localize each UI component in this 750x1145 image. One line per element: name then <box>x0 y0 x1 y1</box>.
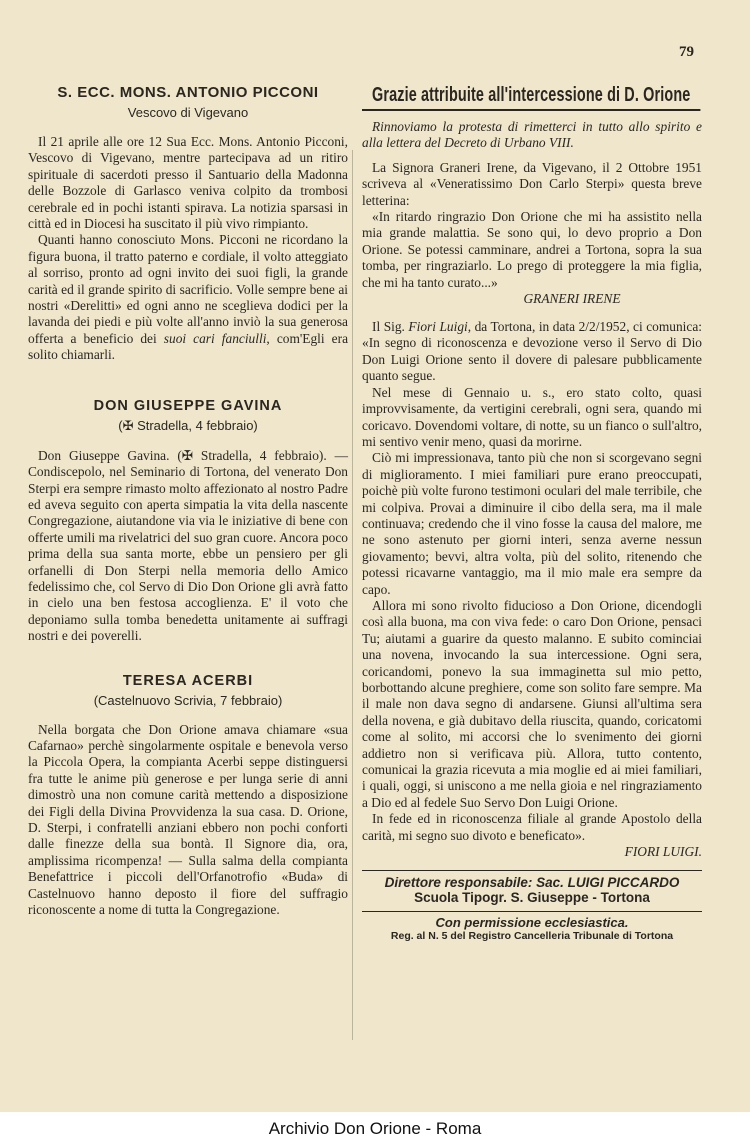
paragraph: Il Sig. Fiori Luigi, da Tortona, in data 2/2/1952, ci comunica: «In segno di riconoscenza e devozione verso il Servo di Dio Don Luigi Orione sento il dovere di palesare pubblicamente quanto segue. <box>362 319 703 384</box>
colophon <box>362 870 702 942</box>
graces-title: Grazie attribuite all'intercessione di D. Orione <box>362 84 700 111</box>
paragraph: In fede ed in riconoscenza filiale al grande Apostolo della carità, mi segno suo divoto e beneficato». <box>362 811 702 843</box>
obituary-title: DON GIUSEPPE GAVINA <box>93 397 283 414</box>
colophon-registry: Reg. al N. 5 del Registro Cancelleria Tribunale di Tortona <box>390 930 674 943</box>
obituary-subtitle: Vescovo di Vigevano <box>127 105 249 120</box>
archive-caption: Archivio Don Orione - Roma <box>0 1112 750 1145</box>
colophon-press: Scuola Tipogr. S. Giuseppe - Tortona <box>414 890 650 906</box>
obituary-gavina <box>28 398 348 645</box>
paragraph: Don Giuseppe Gavina. (✠ Stradella, 4 febbraio). — Condiscepolo, nel Seminario di Tortona, del venerato Don Sterpi era sempre rimasto molto affezionato al nostro Padre ed aveva seguito con aperta simpatia la vita della nascente Congregazione, aiutandone via via le iniziative di bene con offerte umili ma rivelatrici del suo gran cuore. Ancora poco prima della sua santa morte, ebbe un pensiero per gli orfanelli di Don Sterpi nella memoria dello Amico fedelissimo che, col Servo di Dio Don Orione gli avrà fatto in cielo una ben festosa accoglienza. E' il voto che deponiamo sulla tomba benedetta unitamente ai suffragi nostri e dei poverelli. <box>28 447 348 644</box>
paragraph: Nella borgata che Don Orione amava chiamare «sua Cafarnao» perchè singolarmente ospitale e benevola verso la Piccola Opera, la compianta Acerbi seppe distinguersi fra tutte le anime più generose e per lunga serie di anni dimostrò una non comune carità mettendo a disposizione dei Figli della Divina Provvidenza la sua casa. D. Orione, D. Sterpi, i confratelli anziani ebbero non pochi conforti dalle finezze della sua bontà. Il Signore dia, ora, amplissima ricompenza! — Sulla salma della compianta Benefattrice i piccoli dell'Orfanotrofio «Buda» di Castelnuovo hanno deposto il fiore del suffragio riconoscente a nome di tutta la Congregazione. <box>28 721 348 918</box>
paragraph: La Signora Graneri Irene, da Vigevano, il 2 Ottobre 1951 scriveva al «Veneratissimo Don Carlo Sterpi» questa breve letterina: <box>362 159 702 208</box>
obituary-subtitle: (✠ Stradella, 4 febbraio) <box>118 417 258 433</box>
intro-note: Rinnoviamo la protesta di rimetterci in tutto allo spirito e alla lettera del Decreto di Urbano VIII. <box>362 119 702 151</box>
colophon-director: Direttore responsabile: Sac. LUIGI PICCARDO <box>384 875 680 891</box>
right-column <box>362 84 702 942</box>
paragraph: Nel mese di Gennaio u. s., ero stato colto, quasi improvvisamente, da vertigini cerebrali, ogni sera, quando mi coricavo. Dovendomi voltare, di notte, su un fianco o sull'altro, mi sentivo venir meno, quasi da morirne. <box>362 384 702 449</box>
obituary-title: TERESA ACERBI <box>122 672 254 689</box>
paragraph: Allora mi sono rivolto fiducioso a Don Orione, dicendogli così alla buona, ma con viva fede: o caro Don Orione, pensaci Tu; aiutami a guarire da questo malanno. E subito cominciai una novena, invocando la sua intercessione. Ogni sera, coricandomi, ponevo la sua immaginetta sul mio petto, borbottando alcune preghiere, come son solito fare sempre. Ma il male non dava segno di andarsene. Giunsi all'ultima sera della novena, e già dubitavo della riuscita, quando, coricatomi come al solito, mi accorsi che lo svenimento dei giorni addietro non si verificava più. Allora, tutto contento, comunicai la grazia ricevuta a mia moglie ed ai miei familiari, i quali, oggi, si uniscono a me nella gioia e nel ringraziamento a Dio ed al fedele Suo Servo Don Luigi Orione. <box>362 597 702 810</box>
page-number: 79 <box>679 44 694 60</box>
colophon-permission: Con permissione ecclesiastica. <box>362 911 702 930</box>
obituary-acerbi <box>28 673 348 919</box>
paragraph: «In ritardo ringrazio Don Orione che mi ha assistito nella mia grande malattia. Se sono qui, lo devo proprio a Don Orione. Se potessi camminare, andrei a Tortona, sopra la sua tomba, per ringraziarlo. Lo prego di proteggere la mia figlia, che mi ha tanto curato...» <box>362 209 702 290</box>
obituary-subtitle: (Castelnuovo Scrivia, 7 febbraio) <box>93 692 283 708</box>
left-column <box>28 84 348 918</box>
obituary-title: S. ECC. MONS. ANTONIO PICCONI <box>57 84 319 101</box>
obituary-picconi <box>28 84 348 364</box>
column-divider <box>352 150 353 1040</box>
paragraph: Il 21 aprile alle ore 12 Sua Ecc. Mons. Antonio Picconi, Vescovo di Vigevano, mentre partecipava ad un ritiro spirituale di sacerdoti presso il Santuario della Madonna delle Bozzole di Garlasco veniva colpito da trombosi cerebrale ed in pochi istanti spirava. La notizia sparsasi in città ed in Diocesi ha suscitato il più vivo rimpianto. <box>28 134 348 232</box>
signature: FIORI LUIGI. <box>624 844 702 860</box>
paragraph: Quanti hanno conosciuto Mons. Picconi ne ricordano la figura buona, il tratto paterno e cordiale, il volto atteggiato al sorriso, pronto ad ogni invito dei suoi figli, la grande carità ed il grande spirito di sacrificio. Volle sempre bene ai nostri «Derelitti» ed ogni anno ne sceglieva dodici per la lavanda dei piedi e più volte all'anno inviò la sua generosa offerta a beneficio dei suoi cari fanciulli, com'Egli era solito chiamarli. <box>28 232 349 363</box>
signature: GRANERI IRENE <box>523 291 621 307</box>
paragraph: Ciò mi impressionava, tanto più che non si scorgevano segni di miglioramento. I miei familiari pure erano preoccupati, poichè più volte furono testimoni oculari del male terribile, che mi colpiva. Provai a diminuire il cibo della sera, ma il male continuava; credendo che il vino fosse la causa del malore, me ne sono astenuto per giorni interi, senza averne nessun giovamento; bevvi, altra volta, più del solito, ritenendo che potessi ricavarne vantaggio, ma il mio male era sempre da capo. <box>362 450 702 597</box>
